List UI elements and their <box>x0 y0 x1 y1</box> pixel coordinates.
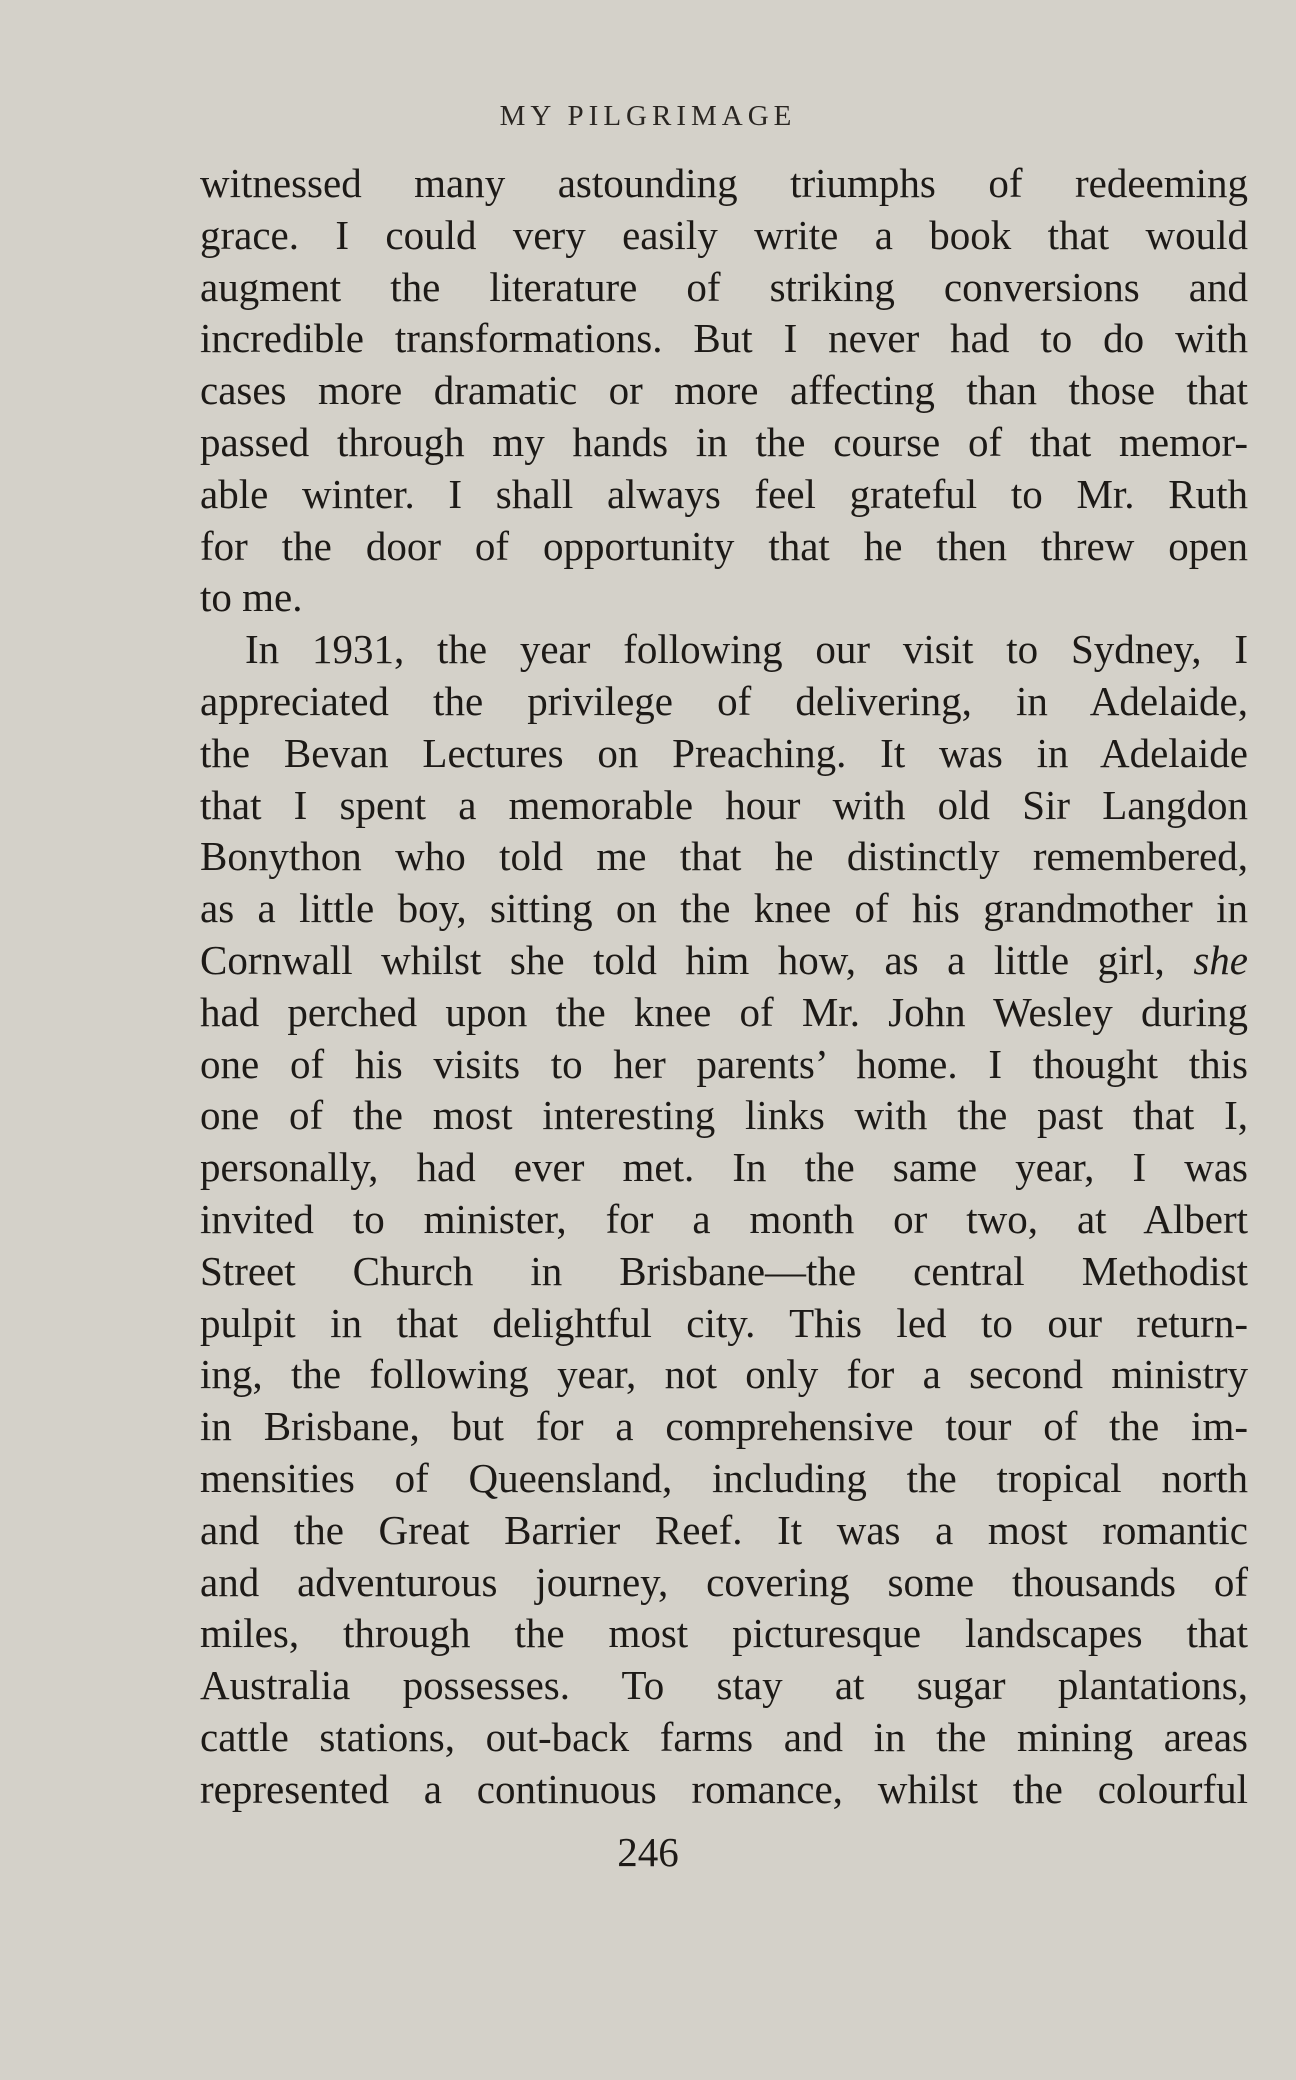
text-line: for the door of opportunity that he then threw open <box>200 522 1248 569</box>
text-line: cases more dramatic or more affecting than those that <box>200 367 1248 414</box>
text-line: Bonython who told me that he distinctly remembered, <box>200 833 1248 880</box>
text-line: to me. <box>200 574 303 621</box>
text-line: invited to minister, for a month or two, at Albert <box>200 1195 1248 1242</box>
text-line: appreciated the privilege of delivering, in Adelaide, <box>200 677 1248 724</box>
text-line: one of his visits to her parents’ home. I thought this <box>200 1040 1248 1087</box>
text-line: miles, through the most picturesque landscapes that <box>200 1610 1248 1657</box>
text-line: cattle stations, out-back farms and in the mining areas <box>200 1713 1248 1760</box>
text-line: personally, had ever met. In the same year, I was <box>200 1144 1248 1191</box>
running-head: MY PILGRIMAGE <box>499 100 797 132</box>
text-line: mensities of Queensland, including the tropical north <box>200 1454 1248 1501</box>
text-line: able winter. I shall always feel grateful to Mr. Ruth <box>200 470 1248 517</box>
text-line-with-italic <box>200 935 1248 987</box>
page-number: 246 <box>617 1829 679 1875</box>
text-line: represented a continuous romance, whilst the colourful <box>200 1765 1248 1812</box>
text-line: the Bevan Lectures on Preaching. It was in Adelaide <box>200 729 1248 776</box>
text-line: Street Church in Brisbane—the central Methodist <box>200 1247 1248 1294</box>
text-line: incredible transformations. But I never had to do with <box>200 315 1248 362</box>
text-line: passed through my hands in the course of that memor- <box>200 418 1248 465</box>
text-line: and the Great Barrier Reef. It was a most romantic <box>200 1506 1248 1553</box>
text-line: as a little boy, sitting on the knee of his grandmother in <box>200 885 1248 932</box>
text-line: witnessed many astounding triumphs of redeeming <box>200 160 1248 206</box>
text-line: Australia possesses. To stay at sugar plantations, <box>200 1662 1248 1709</box>
text-line: ing, the following year, not only for a second ministry <box>200 1351 1248 1398</box>
text-line: that I spent a memorable hour with old Sir Langdon <box>200 781 1248 828</box>
text-line: and adventurous journey, covering some thousands of <box>200 1558 1248 1605</box>
text-line: pulpit in that delightful city. This led to our return- <box>200 1299 1248 1346</box>
text-line-start: Cornwall whilst she told him how, as a little girl, <box>200 936 1194 983</box>
body-text <box>200 158 1248 1816</box>
italic-word: she <box>1193 936 1248 983</box>
text-line: grace. I could very easily write a book that would <box>200 211 1248 258</box>
text-line: in Brisbane, but for a comprehensive tour of the im- <box>200 1403 1248 1450</box>
text-line: had perched upon the knee of Mr. John Wesley during <box>200 988 1248 1035</box>
text-line: augment the literature of striking conversions and <box>200 263 1248 310</box>
text-line: In 1931, the year following our visit to Sydney, I <box>245 626 1248 673</box>
text-line: one of the most interesting links with the past that I, <box>200 1092 1248 1139</box>
